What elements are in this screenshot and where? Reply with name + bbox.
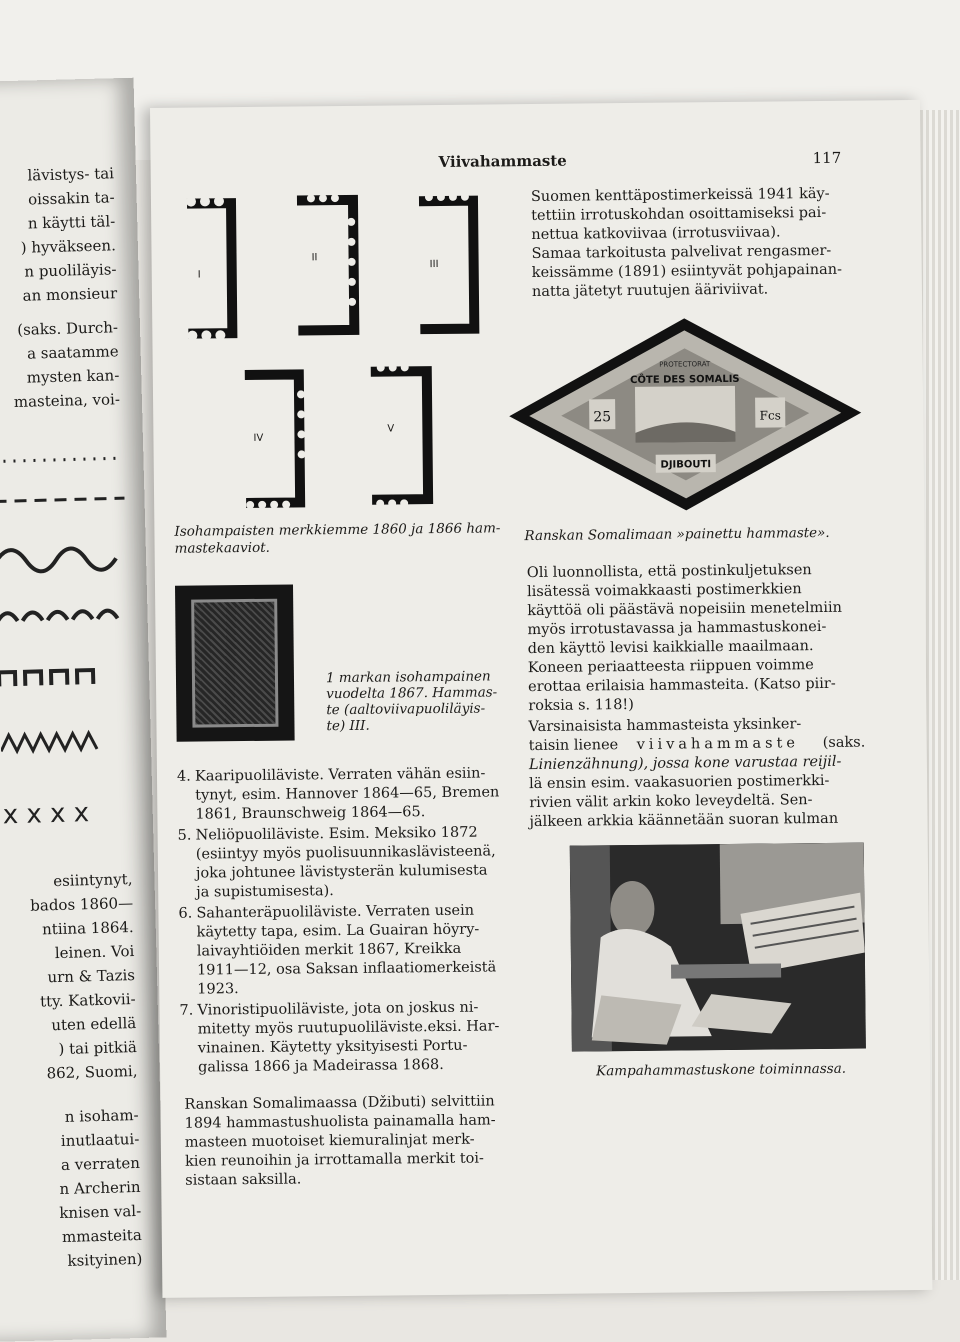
list-item-line: galissa 1866 ja Madeirassa 1868. (197, 1056, 444, 1076)
intro-line: nettua katkoviivaa (irrotusviivaa). (531, 224, 781, 244)
left-text-line: ksityinen) (67, 1249, 143, 1270)
diagram-caption-line: Isohampaisten merkkiemme 1860 ja 1866 ham- (174, 520, 501, 540)
left-text-line: mysten kan- (26, 366, 120, 387)
left-text-line: ) hyväkseen. (20, 236, 117, 257)
list-item-line: Kaaripuoliläviste. Verraten vähän esiin- (194, 765, 486, 785)
body-line: (saks. (822, 734, 866, 751)
left-text-line: masteina, voi- (13, 390, 121, 411)
list-item-line: Neliöpuoliläviste. Esim. Meksiko 1872 (195, 824, 478, 844)
left-text-line: esiintynyt, (52, 870, 133, 891)
left-text-line: tty. Katkovii- (39, 989, 136, 1011)
list-item-number: 6. (178, 905, 193, 922)
left-text-line: mmasteita (61, 1225, 143, 1246)
list-item-line: 1911—12, osa Saksan inflaatiomerkeistä (196, 959, 497, 979)
left-text-line: n Archerin (59, 1177, 141, 1199)
list-item-line: ja supistumisesta). (196, 883, 334, 901)
perforation-diagram-v (365, 361, 437, 512)
perforating-machine-photo (570, 843, 866, 1052)
intro-line: Suomen kenttäpostimerkeissä 1941 käy- (530, 185, 830, 206)
perforation-diagram-ii (291, 192, 363, 343)
stamp-caption-line: te) III. (326, 717, 370, 735)
finnish-stamp-image (175, 585, 295, 742)
body-line: den käyttö levisi kaikkialle maailmaan. (527, 638, 814, 658)
svg-text:x x x x: x x x x (2, 798, 90, 831)
left-text-line: leinen. Voi (54, 942, 135, 963)
somali-country-text: CÔTE DES SOMALIS (630, 373, 740, 386)
somali-stamp-image (504, 313, 866, 517)
left-text-line: inutlaatui- (60, 1129, 140, 1150)
right-page (150, 100, 932, 1298)
body-line: lä ensin esim. vaakasuorien postimerkki- (529, 772, 830, 793)
list-item-line: joka johtunee lävistysterän kulumisesta (195, 862, 488, 882)
list-item-line: laivayhtiöiden merkit 1867, Kreikka (196, 940, 462, 960)
photo-caption: Kampahammastuskone toiminnassa. (596, 1060, 847, 1080)
closing-line: kien reunoihin ja irrottamalla merkit toi- (184, 1150, 484, 1170)
left-text-line: n käytti täl- (27, 212, 116, 233)
list-item-line: 1861, Braunschweig 1864—65. (195, 804, 426, 823)
left-text-line: a verraten (60, 1153, 141, 1174)
somali-caption: Ranskan Somalimaan »painettu hammaste». (524, 524, 830, 545)
left-text-line: n isoham- (64, 1105, 139, 1126)
body-line: rivien välit arkin koko leveydeltä. Sen- (529, 792, 813, 812)
body-line: Oli luonnollista, että postinkuljetuksen (526, 562, 812, 582)
left-text-line: 862, Suomi, (46, 1061, 138, 1083)
page-number: 117 (812, 148, 842, 168)
intro-line: tettiin irrotuskohdan osoittamiseksi pai- (531, 204, 827, 225)
left-text-line: uten edellä (51, 1013, 137, 1035)
running-header: Viivahammaste (438, 151, 567, 171)
somali-top-text: PROTECTORAT (659, 360, 711, 369)
body-line: Varsinaisista hammasteista yksinker- (528, 716, 802, 736)
left-text-line: a saatamme (26, 342, 119, 363)
left-page (0, 78, 166, 1342)
body-line: käyttöä oli päästävä nopeisiin menetelmiin (527, 599, 843, 620)
perforation-diagram-i (177, 193, 239, 344)
closing-line: 1894 hammastushuolista painamalla ham- (184, 1112, 496, 1132)
diagram-label-iii: III (429, 258, 439, 271)
diagram-label-i: I (197, 269, 201, 281)
intro-line: keissämme (1891) esiintyvät pohjapainan- (531, 261, 843, 282)
closing-line: Ranskan Somalimaassa (Džibuti) selvittiin (184, 1093, 495, 1113)
body-line: Koneen periaatteesta riippuen voimme (527, 657, 814, 677)
list-item-line: tynyt, esim. Hannover 1864—65, Bremen (195, 784, 500, 804)
diagram-label-ii: II (311, 252, 318, 264)
body-line: lisätessä voimakkaasti postimerkkien (527, 581, 802, 601)
closing-line: masteen muotoiset kiemuralinjat merk- (184, 1131, 475, 1151)
body-line: roksia s. 118!) (528, 696, 634, 715)
diagram-caption-line: mastekaaviot. (174, 539, 270, 557)
closing-line: sistaan saksilla. (185, 1171, 302, 1189)
somali-value-right: Fcs (759, 408, 781, 423)
body-line: Linienzähnung), jossa kone varustaa reijil- (528, 753, 842, 774)
perforation-diagram-iii (413, 191, 485, 342)
list-item-line: mitetty myös ruutupuoliläviste.eksi. Har- (197, 1018, 500, 1038)
list-item-line: käytetty tapa, esim. La Guairan höyry- (196, 921, 480, 941)
body-line: myös irrotustavassa ja hammastuskonei- (527, 618, 827, 639)
list-item-line: (esiintyy myös puolisuunnikaslävisteenä, (195, 843, 496, 863)
stamp-caption-line: 1 markan isohampainen (325, 668, 491, 687)
left-text-line: ntiina 1864. (41, 918, 134, 939)
intro-line: natta jätetyt ruutujen ääriviivat. (531, 281, 769, 301)
list-item-line: Vinoristipuoliläviste, jota on joskus ni- (197, 999, 479, 1019)
list-item-number: 5. (177, 827, 192, 844)
left-text-line: ) tai pitkiä (58, 1037, 138, 1059)
left-text-line: knisen val- (59, 1201, 142, 1223)
list-item-line: vinainen. Käytetty yksityisesti Portu- (197, 1037, 468, 1057)
body-line: jälkeen arkkia käännetään suoran kulman (529, 810, 839, 831)
list-item-line: 1923. (197, 981, 239, 998)
left-text-line: urn & Tazis (47, 966, 136, 987)
body-line: erottaa erilaisia hammasteita. (Katso piir- (528, 675, 836, 696)
diagram-label-v: V (387, 423, 395, 435)
left-text-line: oissakin ta- (27, 188, 115, 209)
perforation-diagram-iv (239, 364, 311, 515)
somali-city-text: DJIBOUTI (660, 459, 712, 471)
stamp-caption-line: te (aaltoviivapuoliläyis- (326, 700, 486, 719)
left-text-line: (saks. Durch- (16, 318, 119, 339)
list-item-number: 7. (179, 1002, 194, 1019)
diagram-label-iv: IV (253, 432, 264, 444)
left-text-line: n puoliläyis- (24, 260, 117, 281)
body-line: taisin lienee (528, 737, 619, 755)
left-text-line: bados 1860— (30, 894, 134, 915)
term-viivahammaste: viivahammaste (636, 735, 800, 753)
left-text-line: lävistys- tai (27, 164, 115, 185)
stamp-caption-line: vuodelta 1867. Hammas- (326, 684, 498, 703)
list-item-line: Sahanteräpuoliläviste. Verraten usein (196, 902, 475, 922)
left-text-line: an monsieur (22, 284, 118, 305)
perforation-samples (0, 448, 144, 852)
intro-line: Samaa tarkoitusta palvelivat rengasmer- (531, 242, 832, 263)
somali-value-left: 25 (593, 409, 612, 426)
list-item-number: 4. (176, 768, 191, 785)
